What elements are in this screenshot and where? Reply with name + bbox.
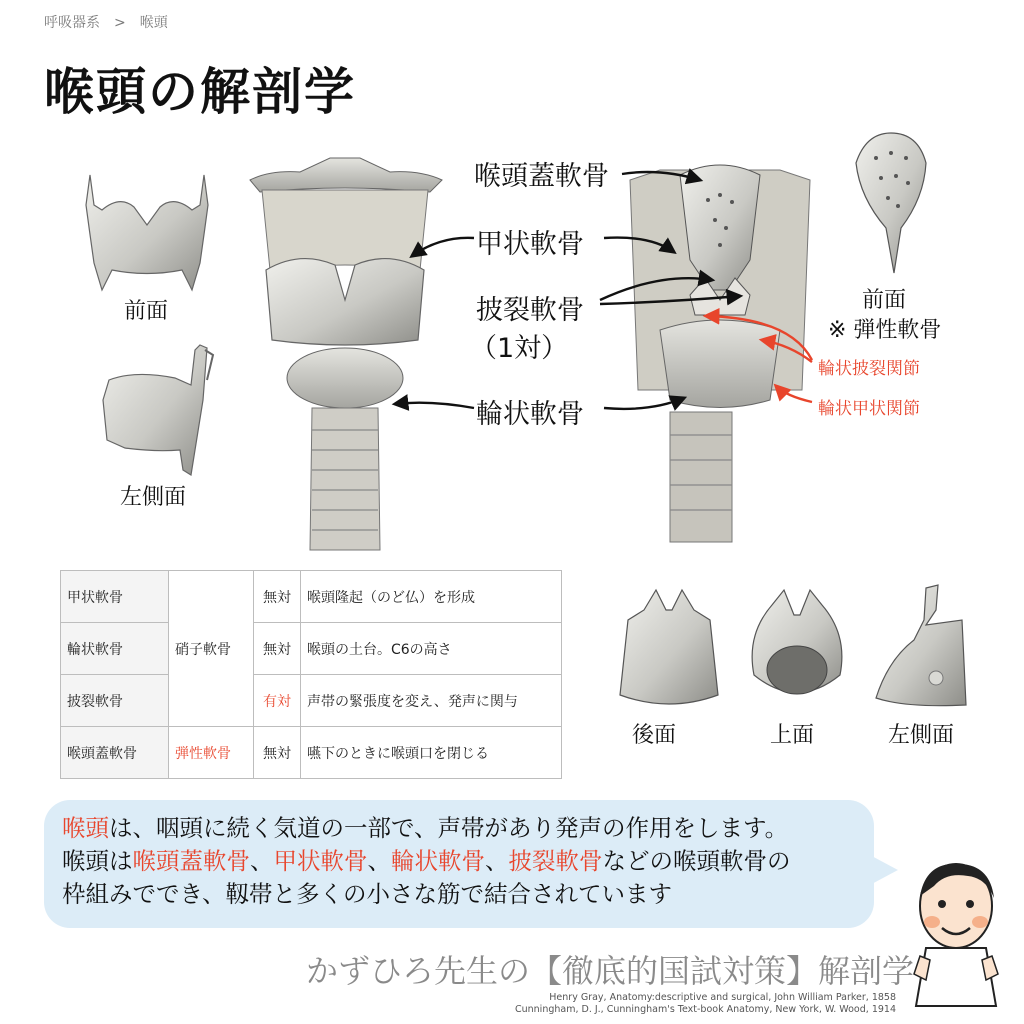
table-cell-name: 喉頭蓋軟骨 xyxy=(61,727,169,779)
thyroid-arrow-right xyxy=(604,238,674,252)
table-cell-type: 弾性軟骨 xyxy=(169,727,254,779)
epiglottis-arrow xyxy=(622,172,700,180)
table-row xyxy=(61,571,562,623)
table-row xyxy=(61,727,562,779)
comma: 、 xyxy=(485,847,509,875)
cricoid-label: 輪状軟骨 xyxy=(476,399,584,430)
explanation-line-3: 枠組みででき、靱帯と多くの小さな筋で結合されています xyxy=(62,880,673,908)
thyroid-front-label: 前面 xyxy=(124,299,169,324)
term-thyroid: 甲状軟骨 xyxy=(273,847,368,875)
cricoarytenoid-arrow-2 xyxy=(762,340,812,362)
teacher-avatar xyxy=(906,856,1006,1016)
table-cell-type: 硝子軟骨 xyxy=(169,571,254,727)
table-cell-pair: 無対 xyxy=(254,623,301,675)
cricoid-back-label: 後面 xyxy=(632,723,677,748)
credit-line-1: Henry Gray, Anatomy:descriptive and surgical, John William Parker, 1858 xyxy=(549,992,896,1003)
table-cell-desc: 嚥下のときに喉頭口を閉じる xyxy=(301,727,562,779)
thyroid-label: 甲状軟骨 xyxy=(476,229,584,260)
image-credits xyxy=(515,992,896,1016)
comma: 、 xyxy=(367,847,391,875)
table-cell-pair: 無対 xyxy=(254,571,301,623)
table-row xyxy=(61,623,562,675)
elastic-cartilage-note: ※ 弾性軟骨 xyxy=(828,318,942,343)
table-cell-desc: 喉頭隆起（のど仏）を形成 xyxy=(301,571,562,623)
term-cricoid: 輪状軟骨 xyxy=(391,847,485,875)
table-cell-desc: 喉頭の土台。C6の高さ xyxy=(301,623,562,675)
table-cell-desc: 声帯の緊張度を変え、発声に関与 xyxy=(301,675,562,727)
explanation-line-2 xyxy=(62,845,882,878)
table-cell-name: 甲状軟骨 xyxy=(61,571,169,623)
brand-footer: かずひろ先生の【徹底的国試対策】解剖学 xyxy=(306,952,915,990)
table-cell-pair: 無対 xyxy=(254,727,301,779)
explanation-line-2-end: などの喉頭軟骨の xyxy=(602,847,791,875)
arytenoid-label: 披裂軟骨 xyxy=(476,295,584,326)
cricoid-arrow-right xyxy=(604,398,684,409)
cricoarytenoid-arrow-1 xyxy=(706,316,812,360)
cricothyroid-arrow xyxy=(776,386,812,402)
comma: 、 xyxy=(250,847,274,875)
page-title: 喉頭の解剖学 xyxy=(44,63,356,121)
thyroid-arrow-left xyxy=(412,238,474,256)
explanation-line-1 xyxy=(62,812,882,845)
table-row xyxy=(61,675,562,727)
arytenoid-arrow-2 xyxy=(600,296,740,304)
cricoid-top-figure xyxy=(742,585,852,715)
cricoid-left-side-label: 左側面 xyxy=(888,723,955,748)
credit-line-2: Cunningham, D. J., Cunningham's Text-book Anatomy, New York, W. Wood, 1914 xyxy=(514,1004,896,1015)
explanation-text xyxy=(62,812,882,911)
cricoarytenoid-joint-label: 輪状披裂関節 xyxy=(818,359,920,379)
breadcrumb-separator: > xyxy=(114,15,126,31)
cricoid-top-label: 上面 xyxy=(770,723,815,748)
arytenoid-arrow-1 xyxy=(600,278,712,300)
table-cell-pair: 有対 xyxy=(254,675,301,727)
term-larynx: 喉頭 xyxy=(62,814,109,842)
cricoid-left-side-figure xyxy=(866,580,976,715)
epiglottis-view-label: 前面 xyxy=(862,288,907,313)
breadcrumb-section[interactable]: 呼吸器系 xyxy=(44,15,100,31)
thyroid-left-side-label: 左側面 xyxy=(120,485,187,510)
cricothyroid-joint-label: 輪状甲状関節 xyxy=(818,399,920,419)
arytenoid-pair-label: （1対） xyxy=(470,333,569,364)
breadcrumb-current: 喉頭 xyxy=(139,15,168,31)
table-cell-name: 輪状軟骨 xyxy=(61,623,169,675)
cartilage-table xyxy=(60,570,562,779)
explanation-line-1-text: は、咽頭に続く気道の一部で、声帯があり発声の作用をします。 xyxy=(109,814,789,842)
table-cell-name: 披裂軟骨 xyxy=(61,675,169,727)
explanation-line-2-start: 喉頭は xyxy=(62,847,133,875)
cricoid-back-figure xyxy=(614,585,724,715)
cricoid-arrow-left xyxy=(395,403,474,408)
epiglottis-label: 喉頭蓋軟骨 xyxy=(474,161,609,192)
term-epiglottis: 喉頭蓋軟骨 xyxy=(132,847,250,875)
term-arytenoid: 披裂軟骨 xyxy=(508,847,603,875)
